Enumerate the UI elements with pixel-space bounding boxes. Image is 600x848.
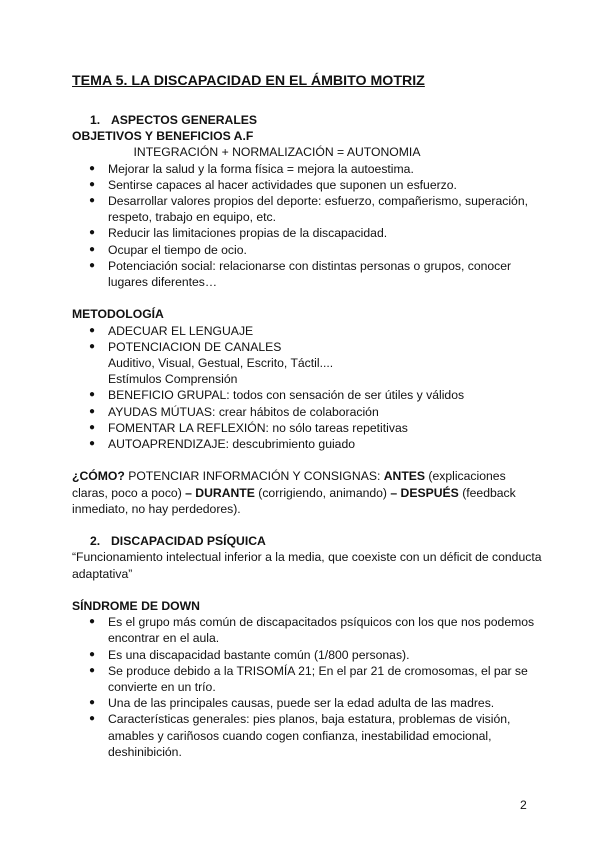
metodologia-list-cont	[72, 387, 542, 452]
list-item: ● Una de las principales causas, puede ser la edad adulta de las madres.	[89, 696, 495, 711]
list-item: ● Sentirse capaces al hacer actividades que suponen un esfuerzo.	[89, 177, 457, 192]
spacer	[72, 582, 542, 598]
canales-detail: Auditivo, Visual, Gestual, Escrito, Táctil....	[108, 356, 334, 371]
spacer	[72, 517, 542, 533]
bullet-icon: ●	[89, 340, 96, 352]
list-item: ● Mejorar la salud y la forma física = mejora la autoestima.	[89, 161, 414, 176]
list-item: ● Se produce debido a la TRISOMÍA 21; En el par 21 de cromosomas, el par se convierte en un trío.	[89, 663, 528, 695]
objetivos-list	[72, 161, 542, 291]
como-question: ¿CÓMO?	[72, 469, 125, 484]
bullet-icon: ●	[89, 713, 96, 725]
bullet-icon: ●	[89, 664, 96, 676]
bullet-icon: ●	[89, 421, 96, 433]
list-item: ● Reducir las limitaciones propias de la discapacidad.	[89, 226, 388, 241]
list-item: ● Ocupar el tiempo de ocio.	[89, 242, 247, 257]
bullet-icon: ●	[89, 616, 96, 628]
list-item: ● Características generales: pies planos, baja estatura, problemas de visión, amables y cariñosos cuando cogen confianza, inestabilidad emocional, deshinibición.	[89, 712, 511, 759]
section2-heading	[72, 533, 542, 549]
section2-number: 2.	[90, 534, 101, 549]
list-item: ● Es una discapacidad bastante común (1/800 personas).	[89, 647, 410, 662]
bullet-icon: ●	[89, 697, 96, 709]
durante-label: – DURANTE	[185, 485, 255, 500]
bullet-icon: ●	[89, 405, 96, 417]
document-page	[72, 72, 542, 760]
bullet-icon: ●	[89, 438, 96, 450]
list-item: ● FOMENTAR LA REFLEXIÓN: no sólo tareas repetitivas	[89, 420, 408, 435]
document-title: TEMA 5. LA DISCAPACIDAD EN EL ÁMBITO MOTRIZ	[72, 73, 425, 89]
definition-quote: “Funcionamiento intelectual inferior a la media, que coexiste con un déficit de conducta adaptativa”	[72, 550, 542, 581]
bullet-icon: ●	[89, 324, 96, 336]
objetivos-heading: OBJETIVOS Y BENEFICIOS A.F	[72, 129, 254, 144]
section1-title: ASPECTOS GENERALES	[111, 113, 258, 127]
list-item: ● ADECUAR EL LENGUAJE	[89, 323, 254, 338]
bullet-icon: ●	[89, 227, 96, 239]
list-item: ● AUTOAPRENDIZAJE: descubrimiento guiado	[89, 437, 356, 452]
page-number: 2	[520, 798, 527, 812]
antes-label: ANTES	[383, 469, 426, 484]
list-item: ● BENEFICIO GRUPAL: todos con sensación de ser útiles y válidos	[89, 388, 465, 403]
bullet-icon: ●	[89, 259, 96, 271]
bullet-icon: ●	[89, 178, 96, 190]
bullet-icon: ●	[89, 195, 96, 207]
despues-label: – DESPUÉS	[390, 485, 459, 500]
bullet-icon: ●	[89, 162, 96, 174]
bullet-icon: ●	[89, 389, 96, 401]
metodologia-list	[72, 323, 542, 355]
spacer	[72, 290, 542, 306]
spacer	[72, 452, 542, 468]
como-paragraph: ¿CÓMO? POTENCIAR INFORMACIÓN Y CONSIGNAS: ANTES (explicaciones claras, poco a poco) – DURANTE (corrigiendo, animando) – DESPUÉS (feedback inmediato, no hay perdedores).	[72, 469, 516, 516]
section1-heading	[72, 112, 542, 128]
list-item: ● Es el grupo más común de discapacitados psíquicos con los que nos podemos encontrar en el aula.	[89, 615, 535, 646]
spacer	[72, 90, 542, 112]
bullet-icon: ●	[89, 243, 96, 255]
list-item: ● AYUDAS MÚTUAS: crear hábitos de colaboración	[89, 404, 379, 419]
list-item: ● POTENCIACION DE CANALES	[89, 339, 282, 354]
down-list	[72, 614, 542, 760]
list-item: ● Potenciación social: relacionarse con distintas personas o grupos, conocer lugares diferentes…	[89, 258, 512, 290]
bullet-icon: ●	[89, 648, 96, 660]
down-heading: SÍNDROME DE DOWN	[72, 599, 200, 614]
section2-title: DISCAPACIDAD PSÍQUICA	[111, 534, 266, 549]
canales-estimulos: Estímulos Comprensión	[108, 372, 238, 387]
autonomia-formula: INTEGRACIÓN + NORMALIZACIÓN = AUTONOMIA	[133, 145, 421, 160]
section1-number: 1.	[90, 113, 101, 127]
metodologia-heading: METODOLOGÍA	[72, 307, 164, 322]
list-item: ● Desarrollar valores propios del deporte: esfuerzo, compañerismo, superación, respeto, trabajo en equipo, etc.	[89, 194, 528, 225]
